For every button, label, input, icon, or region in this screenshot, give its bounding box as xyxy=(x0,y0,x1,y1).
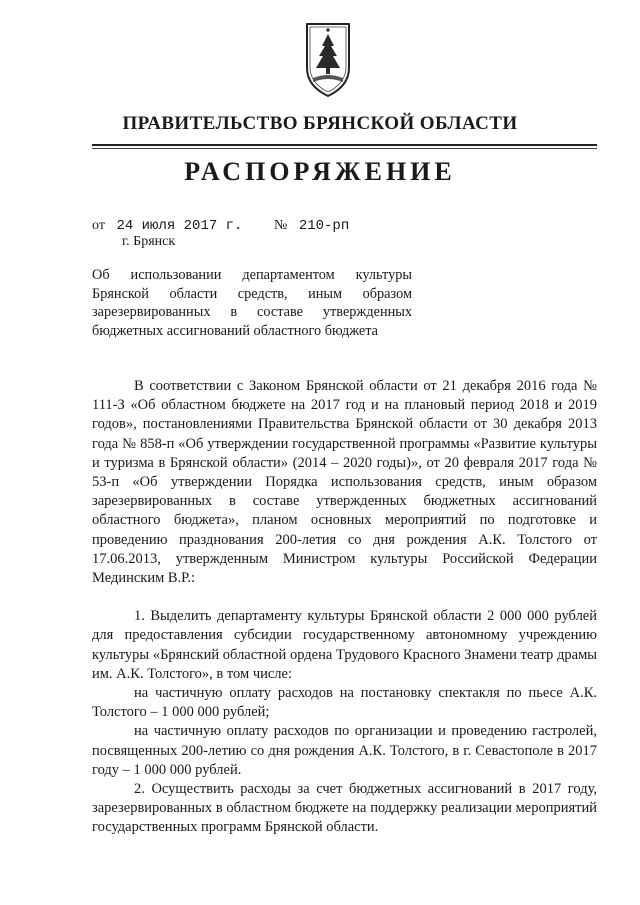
paragraph: на частичную оплату расходов на постановку спектакля по пьесе А.К. Толстого – 1 000 000 рублей; xyxy=(92,685,597,721)
header-divider-thin xyxy=(92,148,597,149)
document-number: 210-рп xyxy=(298,218,350,234)
header-divider xyxy=(92,144,597,146)
paragraph: 2. Осуществить расходы за счет бюджетных ассигнований в 2017 году, зарезервированных в областном бюджете на поддержку реализации мероприятий государственных программ Брянской области. xyxy=(92,781,597,836)
document-meta xyxy=(92,218,349,234)
document-body xyxy=(92,377,597,838)
coat-of-arms-icon xyxy=(301,20,355,100)
document-date: 24 июля 2017 г. xyxy=(116,218,243,234)
document-subject: Об использовании департаментом культуры Брянской области средств, иным образом зарезервированных в составе утвержденных бюджетных ассигнований областного бюджета xyxy=(92,267,412,339)
paragraph: 1. Выделить департаменту культуры Брянской области 2 000 000 рублей для предоставления субсидии государственному автономному учреждению культуры «Брянский областной ордена Трудового Красного Знамени театр драмы им. А.К. Толстого», в том числе: xyxy=(92,608,597,682)
number-prefix: № xyxy=(273,218,288,233)
date-prefix: от xyxy=(92,218,105,233)
paragraph: В соответствии с Законом Брянской области от 21 декабря 2016 года № 111-З «Об областном бюджете на 2017 год и на плановый период 2018 и 2019 годов», постановлениями Правительства Брянской области от 30 декабря 2013 года № 858-п «Об утверждении государственной программы «Развитие культуры и туризма в Брянской области» (2014 – 2020 годы)», от 20 февраля 2017 года № 53-п «Об утверждении Порядка использования средств, иным образом зарезервированных в составе утвержденных бюджетных ассигнований областного бюджета», планом основных мероприятий по подготовке и проведению празднования 200-летия со дня рождения А.К. Толстого от 17.06.2013, утвержденным Министром культуры Российской Федерации Мединским В.Р.: xyxy=(92,378,597,587)
document-city: г. Брянск xyxy=(122,234,176,249)
document-type: РАСПОРЯЖЕНИЕ xyxy=(184,157,456,186)
paragraph: на частичную оплату расходов по организации и проведению гастролей, посвященных 200-летию со дня рождения А.К. Толстого, в г. Севастополе в 2017 году – 1 000 000 рублей. xyxy=(92,723,597,778)
government-title: ПРАВИТЕЛЬСТВО БРЯНСКОЙ ОБЛАСТИ xyxy=(122,113,518,134)
